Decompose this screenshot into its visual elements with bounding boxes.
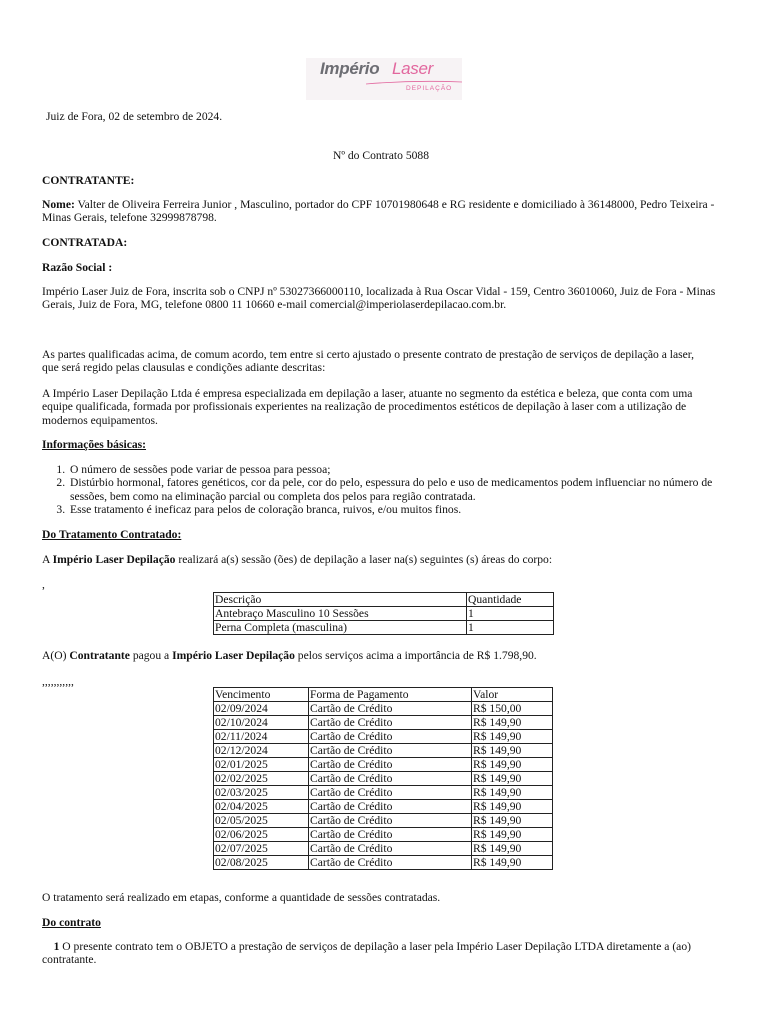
table-cell: R$ 149,90	[472, 772, 553, 786]
header-cell: Forma de Pagamento	[309, 688, 472, 702]
table-cell: R$ 149,90	[472, 814, 553, 828]
table-row	[214, 856, 553, 870]
table-cell: Cartão de Crédito	[309, 702, 472, 716]
table-row	[214, 702, 553, 716]
intro-paragraph-2: A Império Laser Depilação Ltda é empresa especializada em depilação a laser, atuante no segmento da estética e beleza, que conta com uma equipe qualificada, formada por profissionais experientes na realização de procedimentos estéticos de depilação à laser com a utilização de modernos equipamentos.	[42, 387, 693, 427]
table-cell: 02/10/2024	[214, 716, 309, 730]
table-cell: Cartão de Crédito	[309, 828, 472, 842]
table-cell: 02/09/2024	[214, 702, 309, 716]
table-cell: R$ 149,90	[472, 842, 553, 856]
name-label: Nome:	[42, 198, 75, 211]
treatment-heading: Do Tratamento Contratado:	[42, 528, 182, 541]
table-row	[214, 772, 553, 786]
info-list	[42, 463, 728, 517]
table-cell: 02/06/2025	[214, 828, 309, 842]
header-cell: Valor	[472, 688, 553, 702]
comma-line: ,	[42, 578, 45, 591]
table-cell: Cartão de Crédito	[309, 842, 472, 856]
info-heading: Informações básicas:	[42, 438, 147, 451]
table-cell: 1	[467, 607, 554, 621]
contract-clause-1	[42, 940, 728, 967]
contratante-heading: CONTRATANTE:	[42, 174, 135, 187]
table-cell: Cartão de Crédito	[309, 716, 472, 730]
table-cell: 02/02/2025	[214, 772, 309, 786]
table-cell: Perna Completa (masculina)	[214, 621, 467, 635]
table-cell: Cartão de Crédito	[309, 814, 472, 828]
table-row	[214, 716, 553, 730]
table-cell: R$ 150,00	[472, 702, 553, 716]
table-cell: Cartão de Crédito	[309, 786, 472, 800]
header-cell: Vencimento	[214, 688, 309, 702]
contract-heading: Do contrato	[42, 916, 101, 929]
table-cell: 02/03/2025	[214, 786, 309, 800]
commas-line: ,,,,,,,,,,,	[42, 675, 74, 688]
table-row	[214, 758, 553, 772]
logo-brand-accent: Laser	[392, 59, 434, 78]
table-cell: Cartão de Crédito	[309, 772, 472, 786]
info-item: 2. Distúrbio hormonal, fatores genéticos, cor da pele, cor do pelo, espessura do pelo e uso de medicamentos podem influenciar no número de sessões, bem como na eliminação parcial ou completa dos pelos para região contratada.	[68, 476, 728, 503]
place-date: Juiz de Fora, 02 de setembro de 2024.	[46, 110, 223, 123]
table-cell: R$ 149,90	[472, 758, 553, 772]
table-cell: 02/04/2025	[214, 800, 309, 814]
treatment-table	[213, 592, 554, 635]
table-cell: Cartão de Crédito	[309, 800, 472, 814]
table-row	[214, 842, 553, 856]
clause-text: O presente contrato tem o OBJETO a prestação de serviços de depilação a laser pela Império Laser Depilação LTDA diretamente a (ao) contratante.	[42, 940, 691, 967]
company-logo	[306, 58, 462, 100]
table-row	[214, 607, 554, 621]
stages-note: O tratamento será realizado em etapas, conforme a quantidade de sessões contratadas.	[42, 891, 441, 904]
table-header-row	[214, 593, 554, 607]
table-row	[214, 621, 554, 635]
logo-subtitle: DEPILAÇÃO	[406, 85, 453, 92]
clause-number: 1	[53, 940, 60, 953]
table-row	[214, 800, 553, 814]
table-cell: R$ 149,90	[472, 856, 553, 870]
contract-number: Nº do Contrato 5088	[333, 149, 430, 162]
table-row	[214, 786, 553, 800]
table-cell: 02/08/2025	[214, 856, 309, 870]
logo-brand-main: Império	[320, 59, 380, 78]
table-cell: R$ 149,90	[472, 744, 553, 758]
intro-paragraph-1: As partes qualificadas acima, de comum acordo, tem entre si certo ajustado o presente contrato de prestação de serviços de depilação a laser, que será regido pelas clausulas e condições adiante descritas:	[42, 348, 695, 375]
table-cell: 02/11/2024	[214, 730, 309, 744]
payment-table	[213, 687, 553, 870]
table-cell: R$ 149,90	[472, 786, 553, 800]
table-cell: R$ 149,90	[472, 716, 553, 730]
table-cell: 02/12/2024	[214, 744, 309, 758]
contratada-heading: CONTRATADA:	[42, 236, 128, 249]
table-row	[214, 730, 553, 744]
table-cell: R$ 149,90	[472, 730, 553, 744]
contratante-details	[42, 198, 728, 225]
table-cell: Cartão de Crédito	[309, 856, 472, 870]
table-cell: 1	[467, 621, 554, 635]
table-cell: R$ 149,90	[472, 828, 553, 842]
table-cell: 02/01/2025	[214, 758, 309, 772]
info-item: 1. O número de sessões pode variar de pessoa para pessoa;	[68, 463, 728, 476]
payment-text: A(O) Contratante pagou a Império Laser Depilação pelos serviços acima a importância de R$ 1.798,90.	[42, 649, 537, 662]
table-cell: 02/07/2025	[214, 842, 309, 856]
name-text: Valter de Oliveira Ferreira Junior , Masculino, portador do CPF 10701980648 e RG residente e domiciliado à 36148000, Pedro Teixeira - Minas Gerais, telefone 32999878798.	[42, 198, 715, 225]
info-item: 3. Esse tratamento é ineficaz para pelos de coloração branca, ruivos, e/ou muitos finos.	[68, 503, 728, 516]
table-cell: Cartão de Crédito	[309, 744, 472, 758]
table-cell: Antebraço Masculino 10 Sessões	[214, 607, 467, 621]
razao-social-label: Razão Social :	[42, 261, 113, 274]
table-row	[214, 814, 553, 828]
header-cell: Quantidade	[467, 593, 554, 607]
table-row	[214, 744, 553, 758]
table-cell: R$ 149,90	[472, 800, 553, 814]
table-header-row	[214, 688, 553, 702]
treatment-text: A Império Laser Depilação realizará a(s) sessão (ões) de depilação a laser na(s) seguintes (s) áreas do corpo:	[42, 553, 553, 566]
table-cell: 02/05/2025	[214, 814, 309, 828]
table-cell: Cartão de Crédito	[309, 758, 472, 772]
table-row	[214, 828, 553, 842]
contratada-details: Império Laser Juiz de Fora, inscrita sob o CNPJ nº 53027366000110, localizada à Rua Oscar Vidal - 159, Centro 36010060, Juiz de Fora - Minas Gerais, Juiz de Fora, MG, telefone 0800 11 10660 e-mail comercial@imperiolaserdepilacao.com.br.	[42, 285, 716, 312]
table-cell: Cartão de Crédito	[309, 730, 472, 744]
header-cell: Descrição	[214, 593, 467, 607]
